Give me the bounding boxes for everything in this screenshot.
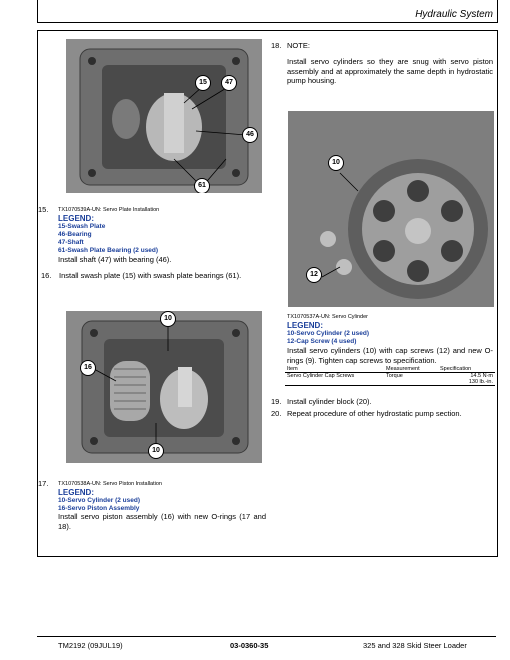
page-title: Hydraulic System (415, 9, 493, 20)
spec-header-specification: Specification (440, 366, 472, 372)
step-15-number: 15. (38, 205, 49, 214)
step-17-caption: TX1070538A-UN: Servo Piston Installation (58, 481, 162, 487)
spec-table-row (285, 373, 495, 386)
callout-61: 61 (194, 178, 210, 193)
step-18-legend-title: LEGEND: (287, 321, 323, 330)
content-box (37, 30, 498, 557)
spec-table (285, 366, 495, 386)
step-17-number: 17. (38, 479, 49, 488)
spec-value-imperial: 130 lb.-in. (468, 379, 493, 385)
header-bar (37, 0, 498, 23)
step-20-number: 20. (271, 409, 282, 418)
step-15-text: Install shaft (47) with bearing (46). (58, 255, 172, 264)
callout-46: 46 (242, 127, 258, 143)
legend-item: 15-Swash Plate (58, 223, 106, 230)
step-18-caption: TX1070537A-UN: Servo Cylinder (287, 314, 369, 320)
callout-10-bottom: 10 (148, 443, 164, 459)
step-20-text: Repeat procedure of other hydrostatic pump section. (287, 409, 462, 418)
callout-16: 16 (80, 360, 96, 376)
legend-item: 47-Shaft (58, 239, 84, 246)
step-18-number: 18. (271, 41, 282, 50)
callout-12: 12 (306, 267, 322, 283)
footer-model: 325 and 328 Skid Steer Loader (363, 641, 467, 650)
footer-page-number: 03-0360-35 (230, 641, 269, 650)
legend-item: 16-Servo Piston Assembly (58, 505, 140, 512)
legend-item: 12-Cap Screw (4 used) (287, 338, 357, 345)
housing-drawing (66, 39, 262, 193)
legend-item: 61-Swash Plate Bearing (2 used) (58, 247, 159, 254)
photo-servo-cylinder (288, 111, 494, 307)
callout-10: 10 (328, 155, 344, 171)
step-19-number: 19. (271, 397, 282, 406)
spec-header-item: Item (287, 366, 298, 372)
spec-value-cell (438, 373, 495, 386)
legend-item: 46-Bearing (58, 231, 92, 238)
footer-divider (37, 636, 496, 637)
spec-value-metric: 14.5 N·m (470, 373, 493, 379)
legend-item: 10-Servo Cylinder (2 used) (58, 497, 140, 504)
spec-measurement: Torque (386, 373, 403, 379)
photo-servo-piston (66, 311, 262, 463)
piston-drawing (66, 311, 262, 463)
callout-10-top: 10 (160, 311, 176, 327)
spec-header-measurement: Measurement (386, 366, 420, 372)
step-18-text: Install servo cylinders (10) with cap screws (12) and new O-rings (9). Tighten cap screws to specification. (287, 346, 493, 365)
step-18-note-label: NOTE: (287, 41, 310, 50)
step-18-note: Install servo cylinders so they are snug with servo piston assembly and at approximately the same depth in hydrostatic pump housing. (287, 57, 493, 85)
step-15-legend-title: LEGEND: (58, 214, 94, 223)
step-19-text: Install cylinder block (20). (287, 397, 372, 406)
legend-item: 10-Servo Cylinder (2 used) (287, 330, 369, 337)
step-17-text: Install servo piston assembly (16) with new O-rings (17 and 18). (58, 512, 266, 531)
footer-manual-id: TM2192 (09JUL19) (58, 641, 123, 650)
step-16-text: Install swash plate (15) with swash plate bearings (61). (59, 271, 242, 280)
callout-47: 47 (221, 75, 237, 91)
spec-item: Servo Cylinder Cap Screws (287, 373, 355, 379)
step-17-legend-title: LEGEND: (58, 488, 94, 497)
step-15-caption: TX1070539A-UN: Servo Plate Installation (58, 207, 160, 213)
callout-15: 15 (195, 75, 211, 91)
photo-servo-plate (66, 39, 262, 193)
step-16-number: 16. (41, 271, 52, 280)
